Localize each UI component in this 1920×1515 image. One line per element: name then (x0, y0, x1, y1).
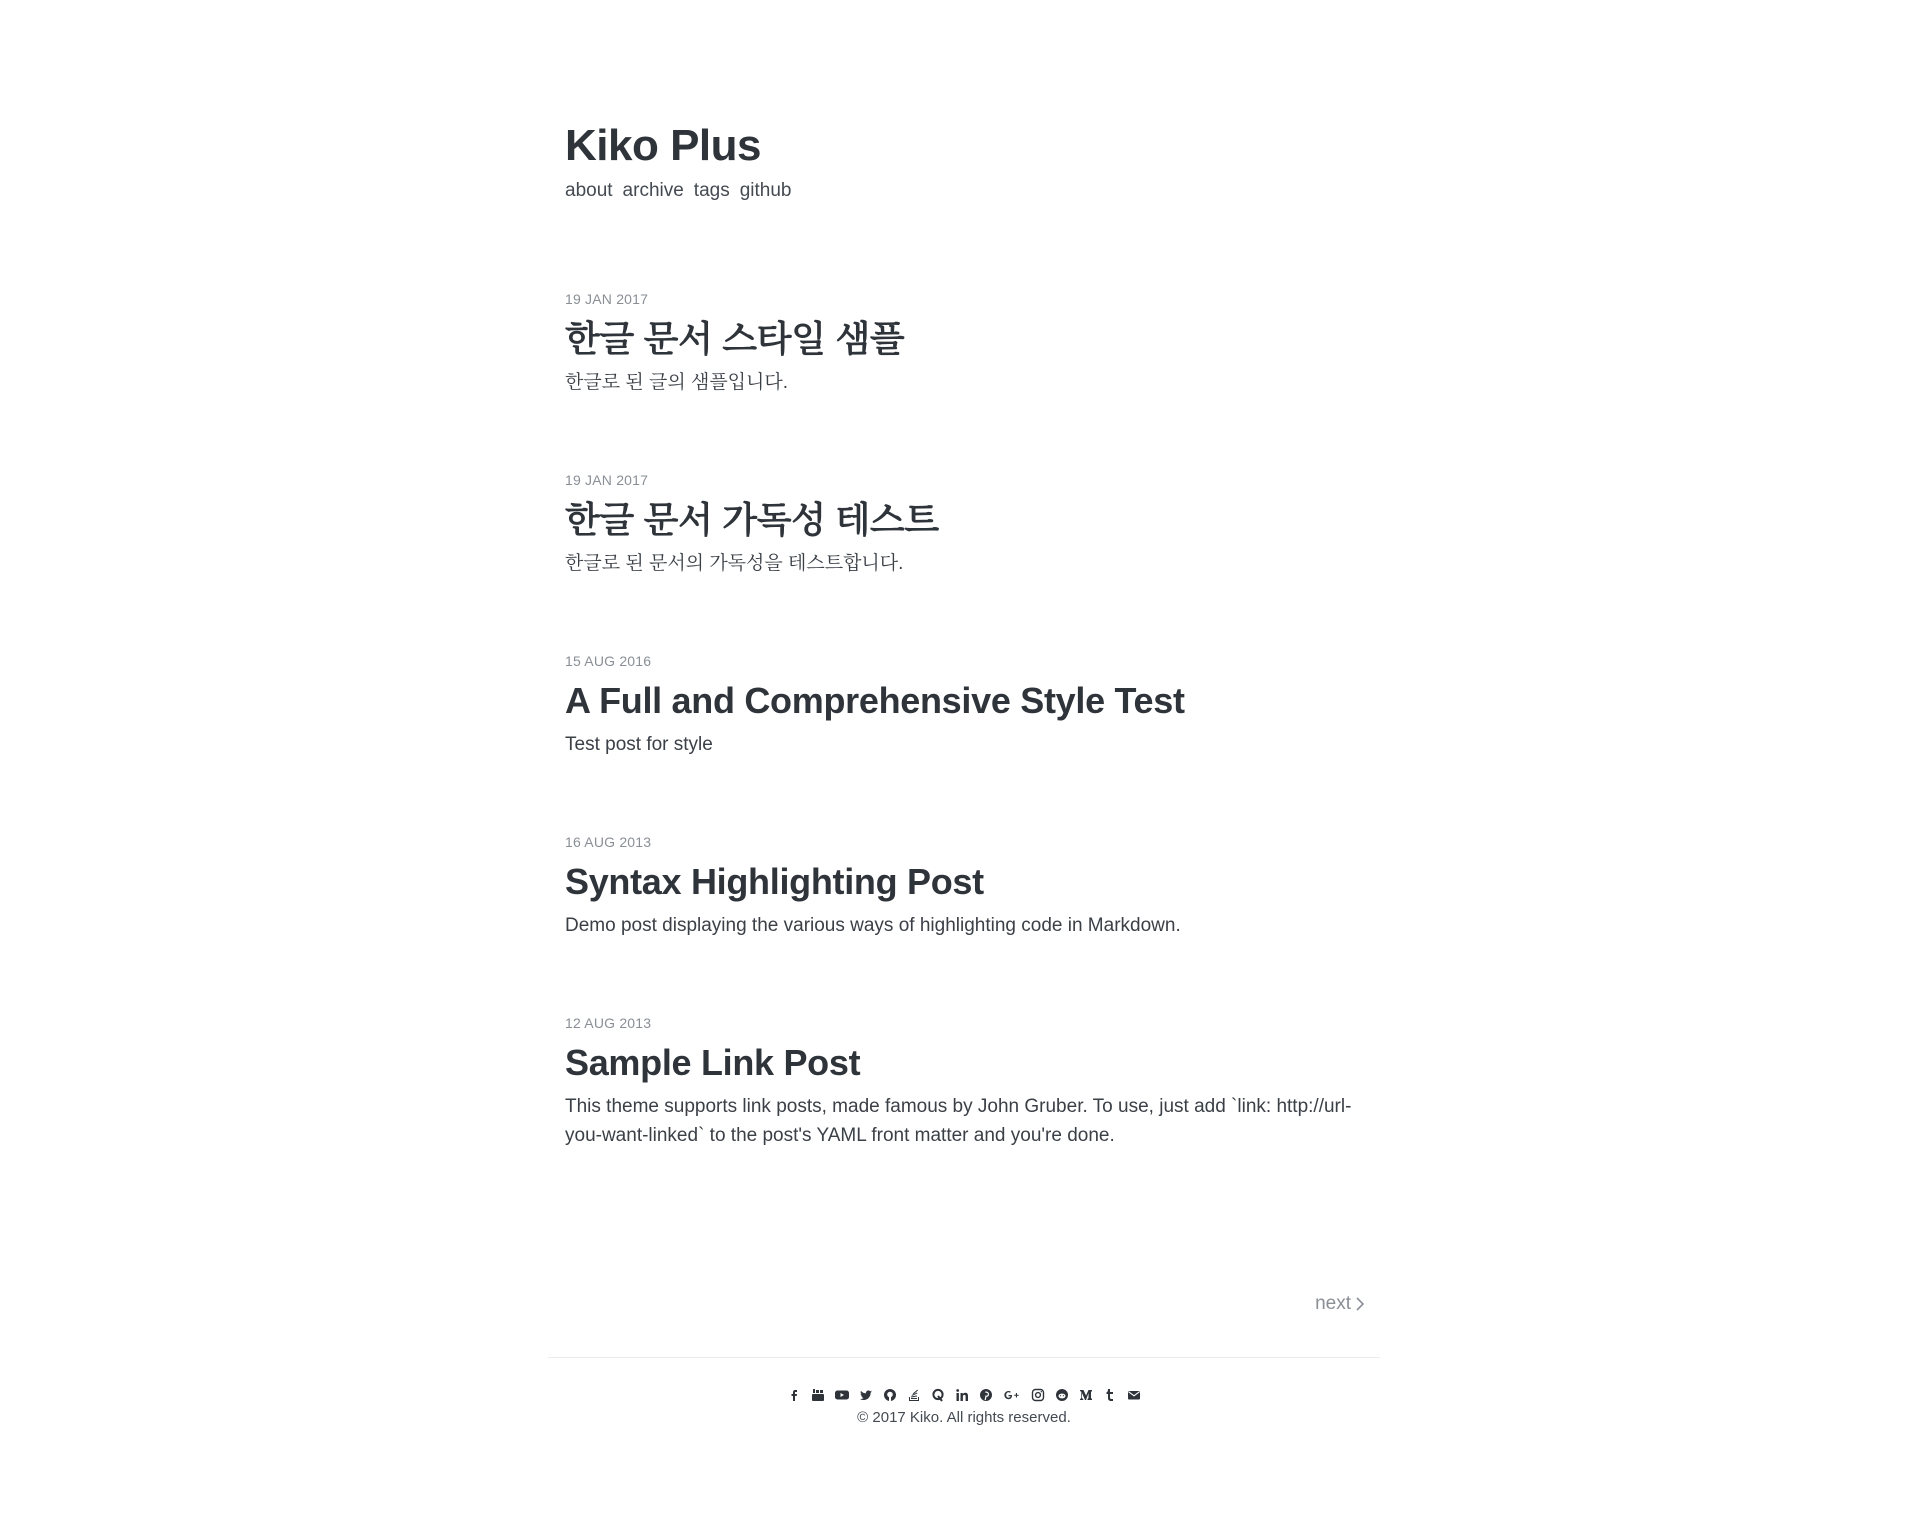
post-title-link[interactable]: Syntax Highlighting Post (565, 861, 984, 902)
site-nav (565, 180, 792, 202)
nav-item-github[interactable]: github (739, 180, 792, 201)
post-title-link[interactable]: 한글 문서 가독성 테스트 (565, 499, 939, 540)
post-item (565, 290, 1360, 397)
post-date: 16 AUG 2013 (565, 834, 652, 850)
post-item (565, 833, 1360, 940)
google-plus-icon[interactable] (1003, 1388, 1021, 1402)
site-title[interactable]: Kiko Plus (565, 121, 761, 170)
chevron-right-icon (1355, 1296, 1365, 1312)
github-icon[interactable] (883, 1388, 897, 1402)
stackoverflow-icon[interactable] (907, 1388, 921, 1402)
post-item (565, 471, 1360, 578)
post-date: 12 AUG 2013 (565, 1015, 652, 1031)
post-excerpt: 한글로 된 문서의 가독성을 테스트합니다. (565, 553, 904, 574)
post-date: 19 JAN 2017 (565, 472, 649, 488)
post-item (565, 652, 1360, 759)
youtube-play-icon[interactable] (835, 1388, 849, 1402)
footer-divider (548, 1357, 1380, 1358)
nav-item-about[interactable]: about (565, 180, 613, 201)
twitter-icon[interactable] (859, 1388, 873, 1402)
next-label: next (1315, 1293, 1351, 1314)
post-item (565, 1014, 1360, 1150)
nav-item-tags[interactable]: tags (693, 180, 730, 201)
nav-item-archive[interactable]: archive (622, 180, 684, 201)
post-date: 19 JAN 2017 (565, 291, 649, 307)
post-excerpt: This theme supports link posts, made famous by John Gruber. To use, just add `link: http://url-you-want-linked` to the post's YAML front matter and you're done. (565, 1096, 1352, 1146)
quora-icon[interactable] (931, 1388, 945, 1402)
youtube-icon[interactable] (811, 1388, 825, 1402)
tumblr-icon[interactable] (1103, 1388, 1117, 1402)
post-date: 15 AUG 2016 (565, 653, 652, 669)
site-footer (548, 1383, 1380, 1429)
post-title-link[interactable]: Sample Link Post (565, 1042, 861, 1083)
post-title-link[interactable]: A Full and Comprehensive Style Test (565, 680, 1185, 721)
medium-icon[interactable] (1079, 1388, 1093, 1402)
social-links (548, 1383, 1380, 1407)
next-page-link[interactable] (1315, 1293, 1365, 1315)
instagram-icon[interactable] (1031, 1388, 1045, 1402)
pinterest-icon[interactable] (979, 1388, 993, 1402)
post-excerpt: 한글로 된 글의 샘플입니다. (565, 372, 789, 393)
post-excerpt: Test post for style (565, 734, 713, 755)
email-icon[interactable] (1127, 1388, 1141, 1402)
linkedin-icon[interactable] (955, 1388, 969, 1402)
facebook-icon[interactable] (787, 1388, 801, 1402)
pagination (565, 1293, 1365, 1315)
post-excerpt: Demo post displaying the various ways of highlighting code in Markdown. (565, 915, 1181, 936)
reddit-icon[interactable] (1055, 1388, 1069, 1402)
copyright-text: © 2017 Kiko. All rights reserved. (857, 1409, 1071, 1426)
post-title-link[interactable]: 한글 문서 스타일 샘플 (565, 318, 905, 359)
